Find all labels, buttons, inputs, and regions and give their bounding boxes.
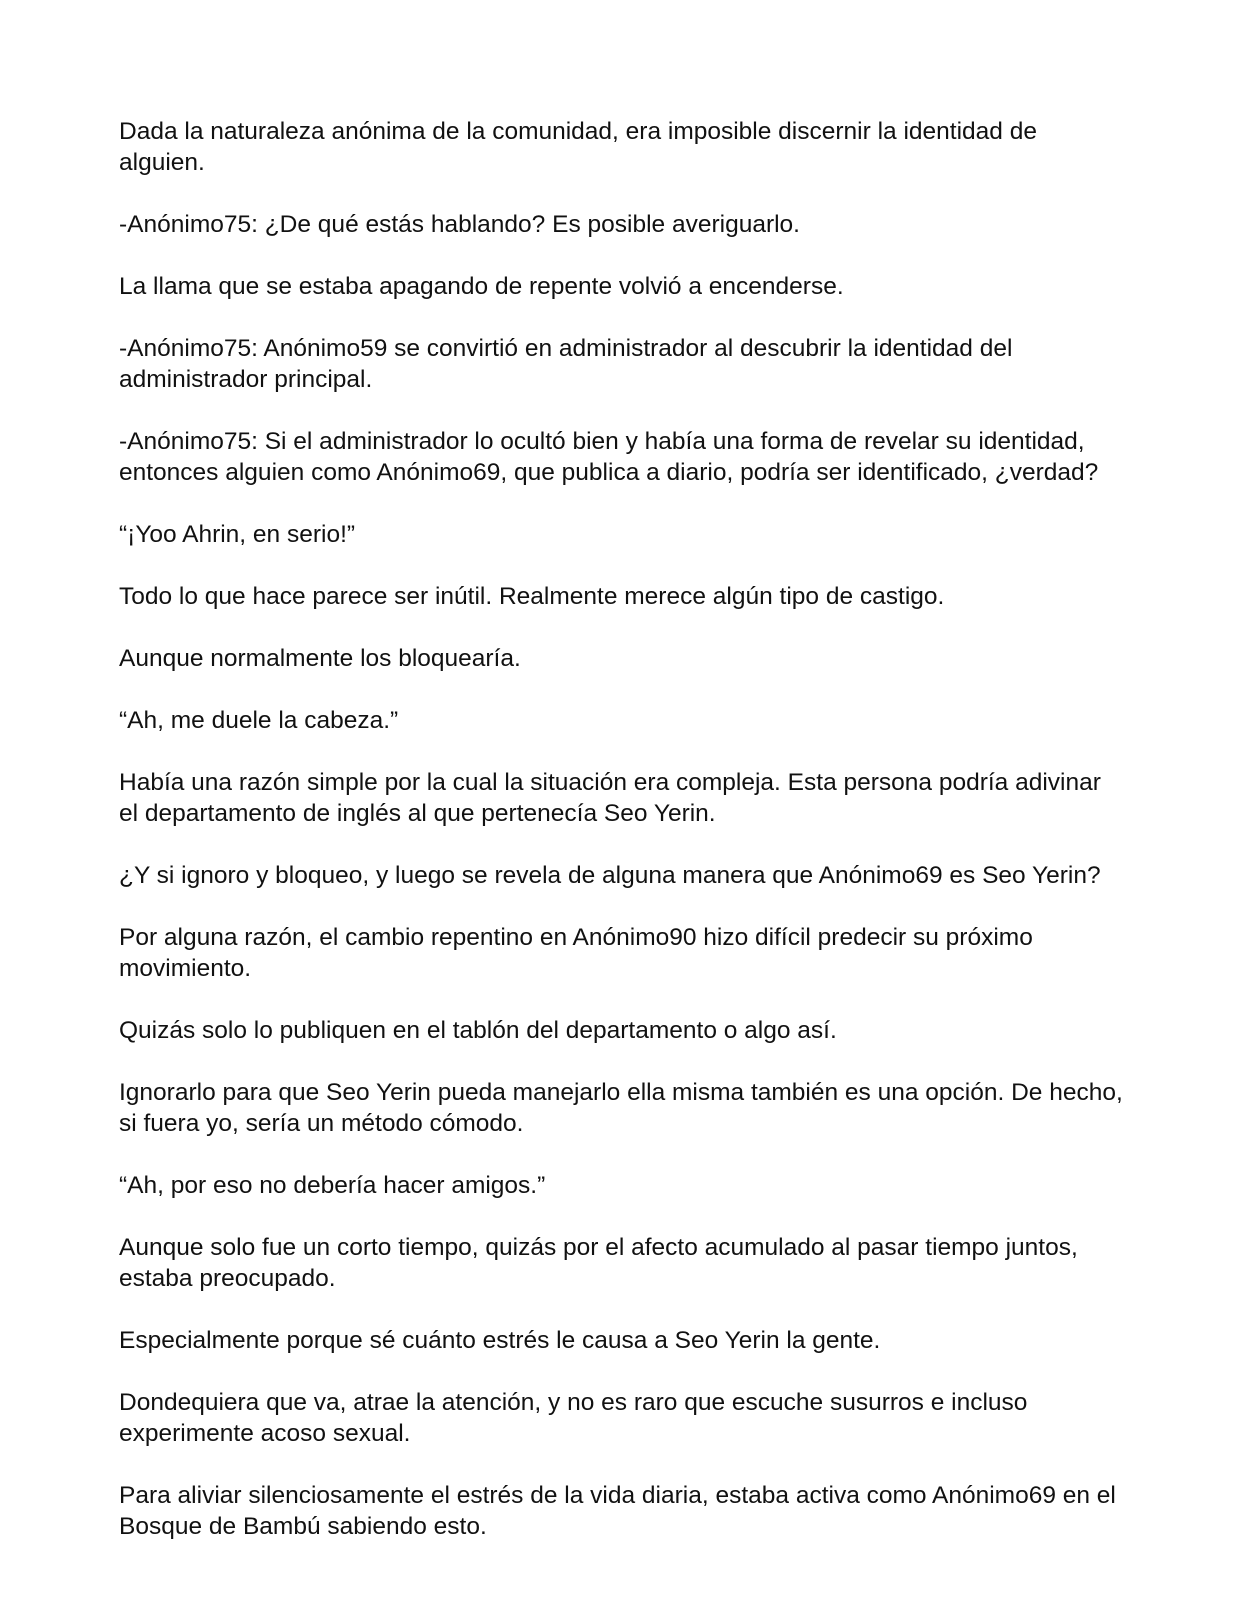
paragraph: Dada la naturaleza anónima de la comunidad, era imposible discernir la identidad de alguien. <box>119 118 1037 176</box>
paragraph: Aunque solo fue un corto tiempo, quizás por el afecto acumulado al pasar tiempo juntos, estaba preocupado. <box>119 1234 1078 1292</box>
paragraph: “Ah, por eso no debería hacer amigos.” <box>119 1172 546 1199</box>
paragraph: Aunque normalmente los bloquearía. <box>119 645 521 672</box>
paragraph: Ignorarlo para que Seo Yerin pueda manejarlo ella misma también es una opción. De hecho, si fuera yo, sería un método cómodo. <box>119 1079 1123 1137</box>
paragraph: Había una razón simple por la cual la situación era compleja. Esta persona podría adivinar el departamento de inglés al que pertenecía Seo Yerin. <box>119 769 1101 827</box>
paragraph: “Ah, me duele la cabeza.” <box>119 707 399 734</box>
paragraph: “¡Yoo Ahrin, en serio!” <box>119 521 356 548</box>
paragraph: ¿Y si ignoro y bloqueo, y luego se revela de alguna manera que Anónimo69 es Seo Yerin? <box>119 862 1101 889</box>
paragraph: Dondequiera que va, atrae la atención, y no es raro que escuche susurros e incluso experimente acoso sexual. <box>119 1389 1028 1447</box>
paragraph: Especialmente porque sé cuánto estrés le causa a Seo Yerin la gente. <box>119 1327 881 1354</box>
paragraph: -Anónimo75: Anónimo59 se convirtió en administrador al descubrir la identidad del administrador principal. <box>119 335 1013 393</box>
paragraph: -Anónimo75: Si el administrador lo ocultó bien y había una forma de revelar su identidad, entonces alguien como Anónimo69, que publica a diario, podría ser identificado, ¿verdad? <box>119 428 1099 486</box>
paragraph: Para aliviar silenciosamente el estrés de la vida diaria, estaba activa como Anónimo69 en el Bosque de Bambú sabiendo esto. <box>119 1482 1116 1540</box>
paragraph: Quizás solo lo publiquen en el tablón del departamento o algo así. <box>119 1017 837 1044</box>
document-body <box>119 116 1124 1573</box>
paragraph: Todo lo que hace parece ser inútil. Realmente merece algún tipo de castigo. <box>119 583 945 610</box>
paragraph: La llama que se estaba apagando de repente volvió a encenderse. <box>119 273 844 300</box>
paragraph: -Anónimo75: ¿De qué estás hablando? Es posible averiguarlo. <box>119 211 800 238</box>
paragraph: Por alguna razón, el cambio repentino en Anónimo90 hizo difícil predecir su próximo movimiento. <box>119 924 1033 982</box>
